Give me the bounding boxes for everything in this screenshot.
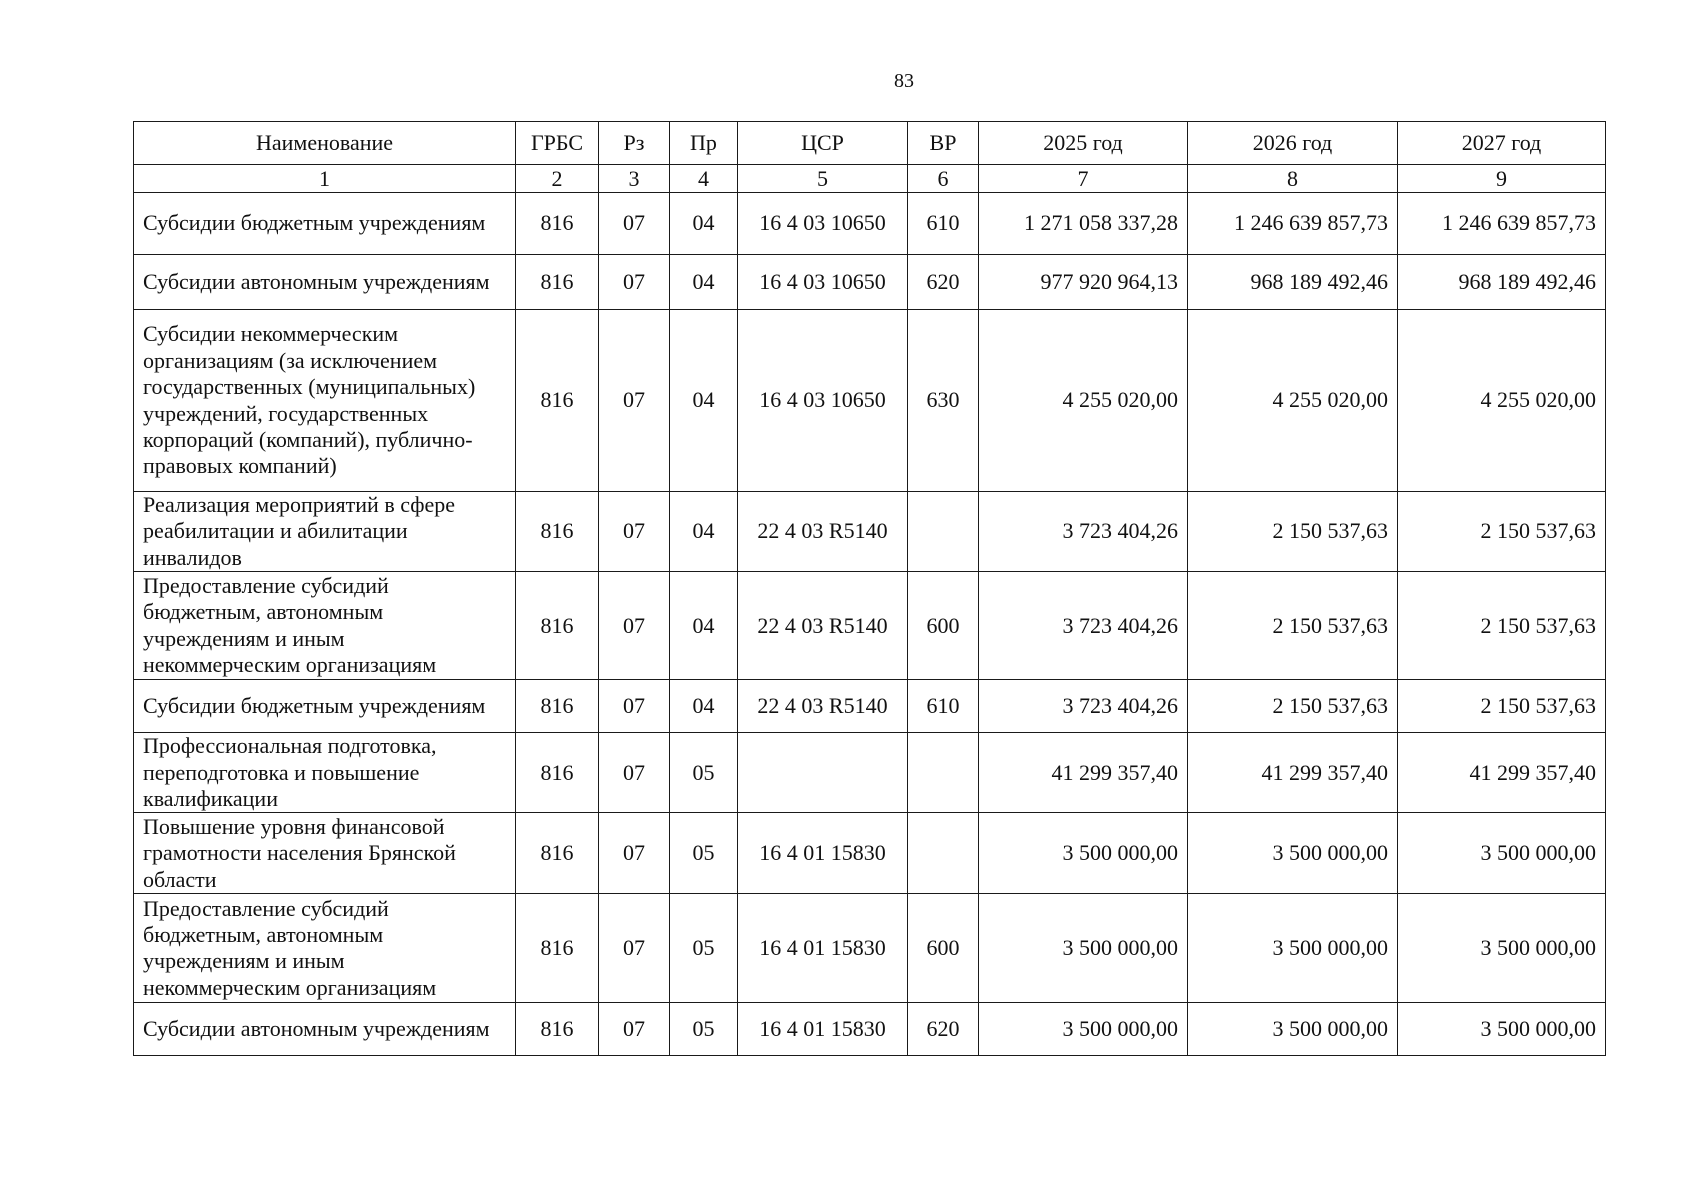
row-rz: 07: [599, 492, 670, 572]
row-vr: 630: [908, 310, 979, 492]
row-amount-2027: 2 150 537,63: [1398, 572, 1606, 680]
row-name: Реализация мероприятий в сфере реабилитации и абилитации инвалидов: [134, 492, 516, 572]
row-amount-2027: 3 500 000,00: [1398, 813, 1606, 894]
row-amount-2026: 1 246 639 857,73: [1188, 193, 1398, 255]
table-row: [134, 255, 1606, 310]
row-vr: 610: [908, 193, 979, 255]
row-amount-2027: 41 299 357,40: [1398, 733, 1606, 813]
col-header-2026: 2026 год: [1188, 122, 1398, 165]
row-pr: 05: [670, 1003, 738, 1056]
row-amount-2025: 41 299 357,40: [979, 733, 1188, 813]
row-pr: 04: [670, 193, 738, 255]
column-number-row: [134, 165, 1606, 193]
row-csr: 16 4 01 15830: [738, 1003, 908, 1056]
col-number: 4: [670, 165, 738, 193]
table-row: [134, 310, 1606, 492]
row-amount-2026: 2 150 537,63: [1188, 572, 1398, 680]
row-rz: 07: [599, 813, 670, 894]
row-amount-2026: 41 299 357,40: [1188, 733, 1398, 813]
row-rz: 07: [599, 193, 670, 255]
row-vr: 620: [908, 1003, 979, 1056]
table-row: [134, 733, 1606, 813]
row-vr: [908, 813, 979, 894]
row-csr: [738, 733, 908, 813]
col-header-2025: 2025 год: [979, 122, 1188, 165]
row-rz: 07: [599, 733, 670, 813]
row-grbs: 816: [516, 894, 599, 1003]
row-amount-2026: 3 500 000,00: [1188, 894, 1398, 1003]
col-header-csr: ЦСР: [738, 122, 908, 165]
col-number: 1: [134, 165, 516, 193]
row-amount-2027: 2 150 537,63: [1398, 492, 1606, 572]
row-name: Предоставление субсидий бюджетным, автономным учреждениям и иным некоммерческим организациям: [134, 572, 516, 680]
table-row: [134, 492, 1606, 572]
row-rz: 07: [599, 1003, 670, 1056]
row-csr: 22 4 03 R5140: [738, 492, 908, 572]
row-csr: 22 4 03 R5140: [738, 680, 908, 733]
row-vr: [908, 733, 979, 813]
row-amount-2025: 3 723 404,26: [979, 492, 1188, 572]
row-csr: 16 4 03 10650: [738, 310, 908, 492]
budget-table: [133, 121, 1606, 1056]
row-amount-2027: 2 150 537,63: [1398, 680, 1606, 733]
row-amount-2025: 3 723 404,26: [979, 680, 1188, 733]
row-amount-2025: 977 920 964,13: [979, 255, 1188, 310]
row-amount-2026: 968 189 492,46: [1188, 255, 1398, 310]
row-amount-2026: 2 150 537,63: [1188, 680, 1398, 733]
col-number: 2: [516, 165, 599, 193]
row-pr: 05: [670, 733, 738, 813]
row-vr: 600: [908, 572, 979, 680]
row-grbs: 816: [516, 310, 599, 492]
row-pr: 04: [670, 492, 738, 572]
row-amount-2025: 4 255 020,00: [979, 310, 1188, 492]
row-vr: 620: [908, 255, 979, 310]
row-amount-2026: 4 255 020,00: [1188, 310, 1398, 492]
row-csr: 16 4 01 15830: [738, 894, 908, 1003]
header-row: [134, 122, 1606, 165]
table-row: [134, 680, 1606, 733]
row-amount-2025: 3 500 000,00: [979, 894, 1188, 1003]
row-rz: 07: [599, 310, 670, 492]
row-amount-2027: 1 246 639 857,73: [1398, 193, 1606, 255]
col-header-name: Наименование: [134, 122, 516, 165]
row-grbs: 816: [516, 733, 599, 813]
row-vr: 600: [908, 894, 979, 1003]
row-pr: 04: [670, 572, 738, 680]
table-row: [134, 193, 1606, 255]
table-row: [134, 572, 1606, 680]
row-name: Повышение уровня финансовой грамотности населения Брянской области: [134, 813, 516, 894]
col-number: 9: [1398, 165, 1606, 193]
row-pr: 04: [670, 680, 738, 733]
col-number: 5: [738, 165, 908, 193]
row-pr: 04: [670, 310, 738, 492]
row-name: Профессиональная подготовка, переподготовка и повышение квалификации: [134, 733, 516, 813]
col-number: 8: [1188, 165, 1398, 193]
row-amount-2027: 4 255 020,00: [1398, 310, 1606, 492]
col-header-vr: ВР: [908, 122, 979, 165]
col-header-grbs: ГРБС: [516, 122, 599, 165]
row-amount-2025: 3 500 000,00: [979, 1003, 1188, 1056]
row-grbs: 816: [516, 492, 599, 572]
row-grbs: 816: [516, 572, 599, 680]
row-grbs: 816: [516, 1003, 599, 1056]
table-row: [134, 1003, 1606, 1056]
col-number: 3: [599, 165, 670, 193]
row-pr: 05: [670, 894, 738, 1003]
row-name: Субсидии некоммерческим организациям (за исключением государственных (муниципальных) учреждений, государственных корпораций (компаний), публично-правовых компаний): [134, 310, 516, 492]
row-name: Субсидии бюджетным учреждениям: [134, 680, 516, 733]
row-name: Субсидии автономным учреждениям: [134, 255, 516, 310]
row-grbs: 816: [516, 680, 599, 733]
row-grbs: 816: [516, 193, 599, 255]
row-csr: 16 4 03 10650: [738, 193, 908, 255]
col-header-rz: Рз: [599, 122, 670, 165]
row-amount-2026: 3 500 000,00: [1188, 1003, 1398, 1056]
row-csr: 22 4 03 R5140: [738, 572, 908, 680]
row-vr: [908, 492, 979, 572]
row-amount-2025: 3 500 000,00: [979, 813, 1188, 894]
table-row: [134, 813, 1606, 894]
row-amount-2025: 3 723 404,26: [979, 572, 1188, 680]
page-number: 83: [894, 70, 914, 92]
row-rz: 07: [599, 894, 670, 1003]
row-rz: 07: [599, 680, 670, 733]
row-rz: 07: [599, 255, 670, 310]
row-pr: 05: [670, 813, 738, 894]
table-row: [134, 894, 1606, 1003]
row-csr: 16 4 03 10650: [738, 255, 908, 310]
row-grbs: 816: [516, 255, 599, 310]
row-vr: 610: [908, 680, 979, 733]
row-grbs: 816: [516, 813, 599, 894]
col-header-pr: Пр: [670, 122, 738, 165]
row-amount-2026: 2 150 537,63: [1188, 492, 1398, 572]
row-amount-2026: 3 500 000,00: [1188, 813, 1398, 894]
row-amount-2025: 1 271 058 337,28: [979, 193, 1188, 255]
col-number: 7: [979, 165, 1188, 193]
row-name: Субсидии бюджетным учреждениям: [134, 193, 516, 255]
row-amount-2027: 3 500 000,00: [1398, 1003, 1606, 1056]
row-amount-2027: 3 500 000,00: [1398, 894, 1606, 1003]
row-name: Субсидии автономным учреждениям: [134, 1003, 516, 1056]
col-header-2027: 2027 год: [1398, 122, 1606, 165]
row-csr: 16 4 01 15830: [738, 813, 908, 894]
row-rz: 07: [599, 572, 670, 680]
row-name: Предоставление субсидий бюджетным, автономным учреждениям и иным некоммерческим организациям: [134, 894, 516, 1003]
col-number: 6: [908, 165, 979, 193]
row-pr: 04: [670, 255, 738, 310]
row-amount-2027: 968 189 492,46: [1398, 255, 1606, 310]
